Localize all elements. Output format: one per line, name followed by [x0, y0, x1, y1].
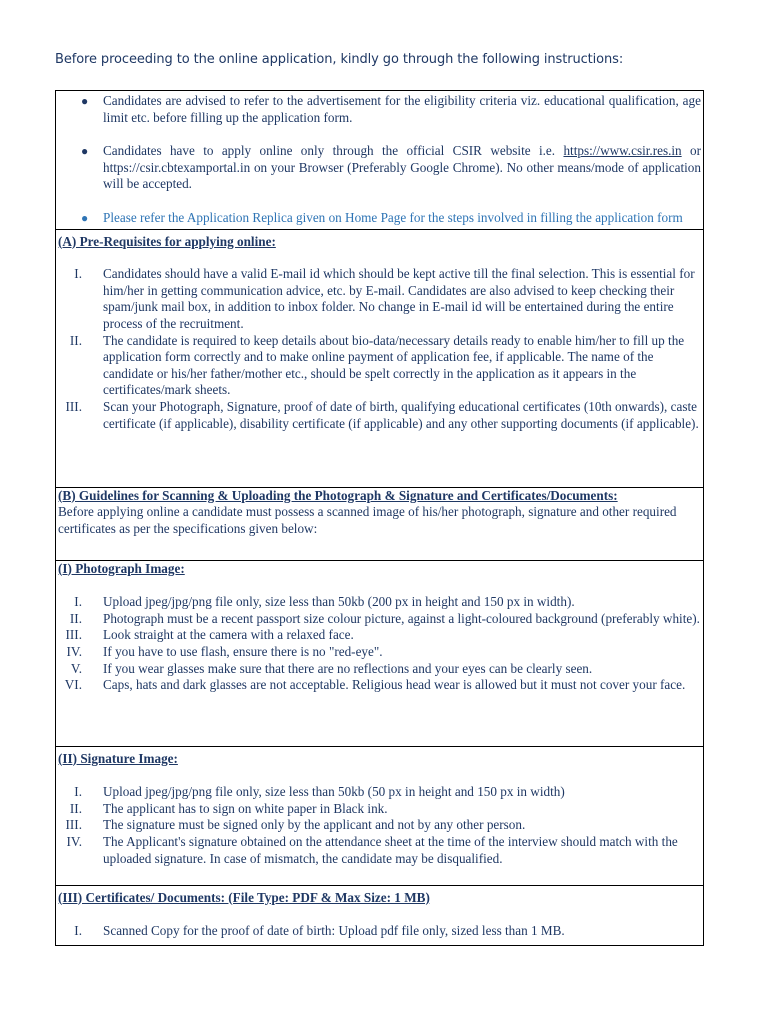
list-item: [58, 266, 701, 332]
item-text: If you have to use flash, ensure there is no "red-eye".: [103, 643, 383, 659]
section-heading: (II) Signature Image:: [58, 750, 178, 766]
item-number: II.: [69, 800, 82, 816]
photograph-list: [58, 594, 701, 694]
item-number: VI.: [64, 677, 82, 693]
list-item: [58, 661, 701, 678]
certificates-list: [58, 923, 701, 940]
bullet-text: Candidates have to apply online only through the official CSIR website i.e.: [103, 143, 556, 159]
item-text: Caps, hats and dark glasses are not acceptable. Religious head wear is allowed but it must not cover your face.: [103, 677, 686, 693]
section-certificates: [56, 886, 703, 945]
list-item: [58, 923, 701, 940]
item-number: V.: [70, 660, 82, 676]
section-heading: (B) Guidelines for Scanning & Uploading the Photograph & Signature and Certificates/Documents:: [58, 487, 618, 503]
bullet-list: [58, 93, 701, 227]
bullet-icon: ●: [81, 94, 89, 108]
item-number: III.: [65, 627, 82, 643]
item-number: IV.: [66, 643, 82, 659]
section-signature: [56, 747, 703, 886]
item-number: III.: [65, 398, 82, 414]
list-item: [58, 399, 701, 432]
section-heading: (III) Certificates/ Documents: (File Type: PDF & Max Size: 1 MB): [58, 889, 430, 905]
item-text: Upload jpeg/jpg/png file only, size less than 50kb (50 px in height and 150 px in width): [103, 784, 565, 800]
item-number: I.: [74, 594, 82, 610]
list-item: [58, 93, 701, 126]
section-heading: (A) Pre-Requisites for applying online:: [58, 233, 276, 249]
list-item: [58, 801, 701, 818]
list-item: [58, 210, 701, 227]
section-prerequisites: [56, 230, 703, 488]
section-heading: (I) Photograph Image:: [58, 560, 185, 576]
list-item: [58, 817, 701, 834]
list-item: [58, 677, 701, 694]
item-text: Upload jpeg/jpg/png file only, size less than 50kb (200 px in height and 150 px in width).: [103, 594, 575, 610]
item-number: II.: [69, 610, 82, 626]
item-number: I.: [74, 266, 82, 282]
item-text: The Applicant's signature obtained on the attendance sheet at the time of the interview should match with the uploaded signature. In case of mismatch, the candidate may be disqualified.: [103, 833, 678, 866]
list-item: [58, 644, 701, 661]
section-scanning-guidelines: [56, 488, 703, 561]
item-text: Look straight at the camera with a relaxed face.: [103, 627, 354, 643]
intro-text: Before proceeding to the online application, kindly go through the following instructions:: [55, 52, 624, 67]
list-item: [58, 143, 701, 193]
item-number: II.: [69, 332, 82, 348]
item-text: Scanned Copy for the proof of date of birth: Upload pdf file only, sized less than 1 MB.: [103, 923, 565, 939]
prerequisites-list: [58, 266, 701, 432]
instructions-table: [55, 90, 704, 946]
list-item: [58, 627, 701, 644]
bullet-text: Candidates are advised to refer to the advertisement for the eligibility criteria viz. educational qualification, age limit etc. before filling up the application form.: [103, 93, 701, 125]
item-number: I.: [74, 784, 82, 800]
item-number: I.: [74, 923, 82, 939]
list-item: [58, 784, 701, 801]
section-description: Before applying online a candidate must possess a scanned image of his/her photograph, signature and other required certificates as per the specifications given below:: [58, 504, 677, 536]
list-item: [58, 834, 701, 867]
section-photograph: [56, 561, 703, 747]
bullet-icon: ●: [81, 144, 89, 159]
item-text: The applicant has to sign on white paper in Black ink.: [103, 800, 388, 816]
bullet-text: Please refer the Application Replica given on Home Page for the steps involved in filling the application form: [103, 209, 683, 225]
item-text: The signature must be signed only by the applicant and not by any other person.: [103, 817, 526, 833]
list-item: [58, 611, 701, 628]
item-text: The candidate is required to keep details about bio-data/necessary details ready to enable him/her to fill up the application form correctly and to make online payment of application fee, if applicable. The name of the candidate or his/her father/mother etc., should be spelt correctly in the application as it appears in the certificates/mark sheets.: [103, 332, 685, 398]
bullet-icon: ●: [81, 210, 89, 225]
bullet-text: or https://csir.cbtexamportal.in on your Browser (Preferably Google Chrome). No other means/mode of application will be accepted.: [103, 143, 701, 192]
item-number: IV.: [66, 833, 82, 849]
item-number: III.: [65, 817, 82, 833]
list-item: [58, 333, 701, 399]
signature-list: [58, 784, 701, 867]
item-text: If you wear glasses make sure that there are no reflections and your eyes can be clearly seen.: [103, 660, 593, 676]
csir-website-link[interactable]: https://www.csir.res.in: [563, 143, 682, 159]
item-text: Candidates should have a valid E-mail id which should be kept active till the final selection. This is essential for him/her in getting communication advice, etc. by E-mail. Candidates are also advised to keep checking their spam/junk mail box, in addition to inbox folder. No change in E-mail id will be entertained during the entire process of the recruitment.: [103, 266, 695, 331]
item-text: Scan your Photograph, Signature, proof of date of birth, qualifying educational certificates (10th onwards), caste certificate (if applicable), disability certificate (if applicable) and any other supporting documents (if applicable).: [103, 398, 699, 431]
list-item: [58, 594, 701, 611]
general-instructions: [56, 91, 703, 230]
item-text: Photograph must be a recent passport size colour picture, against a light-coloured background (preferably white).: [103, 610, 700, 626]
